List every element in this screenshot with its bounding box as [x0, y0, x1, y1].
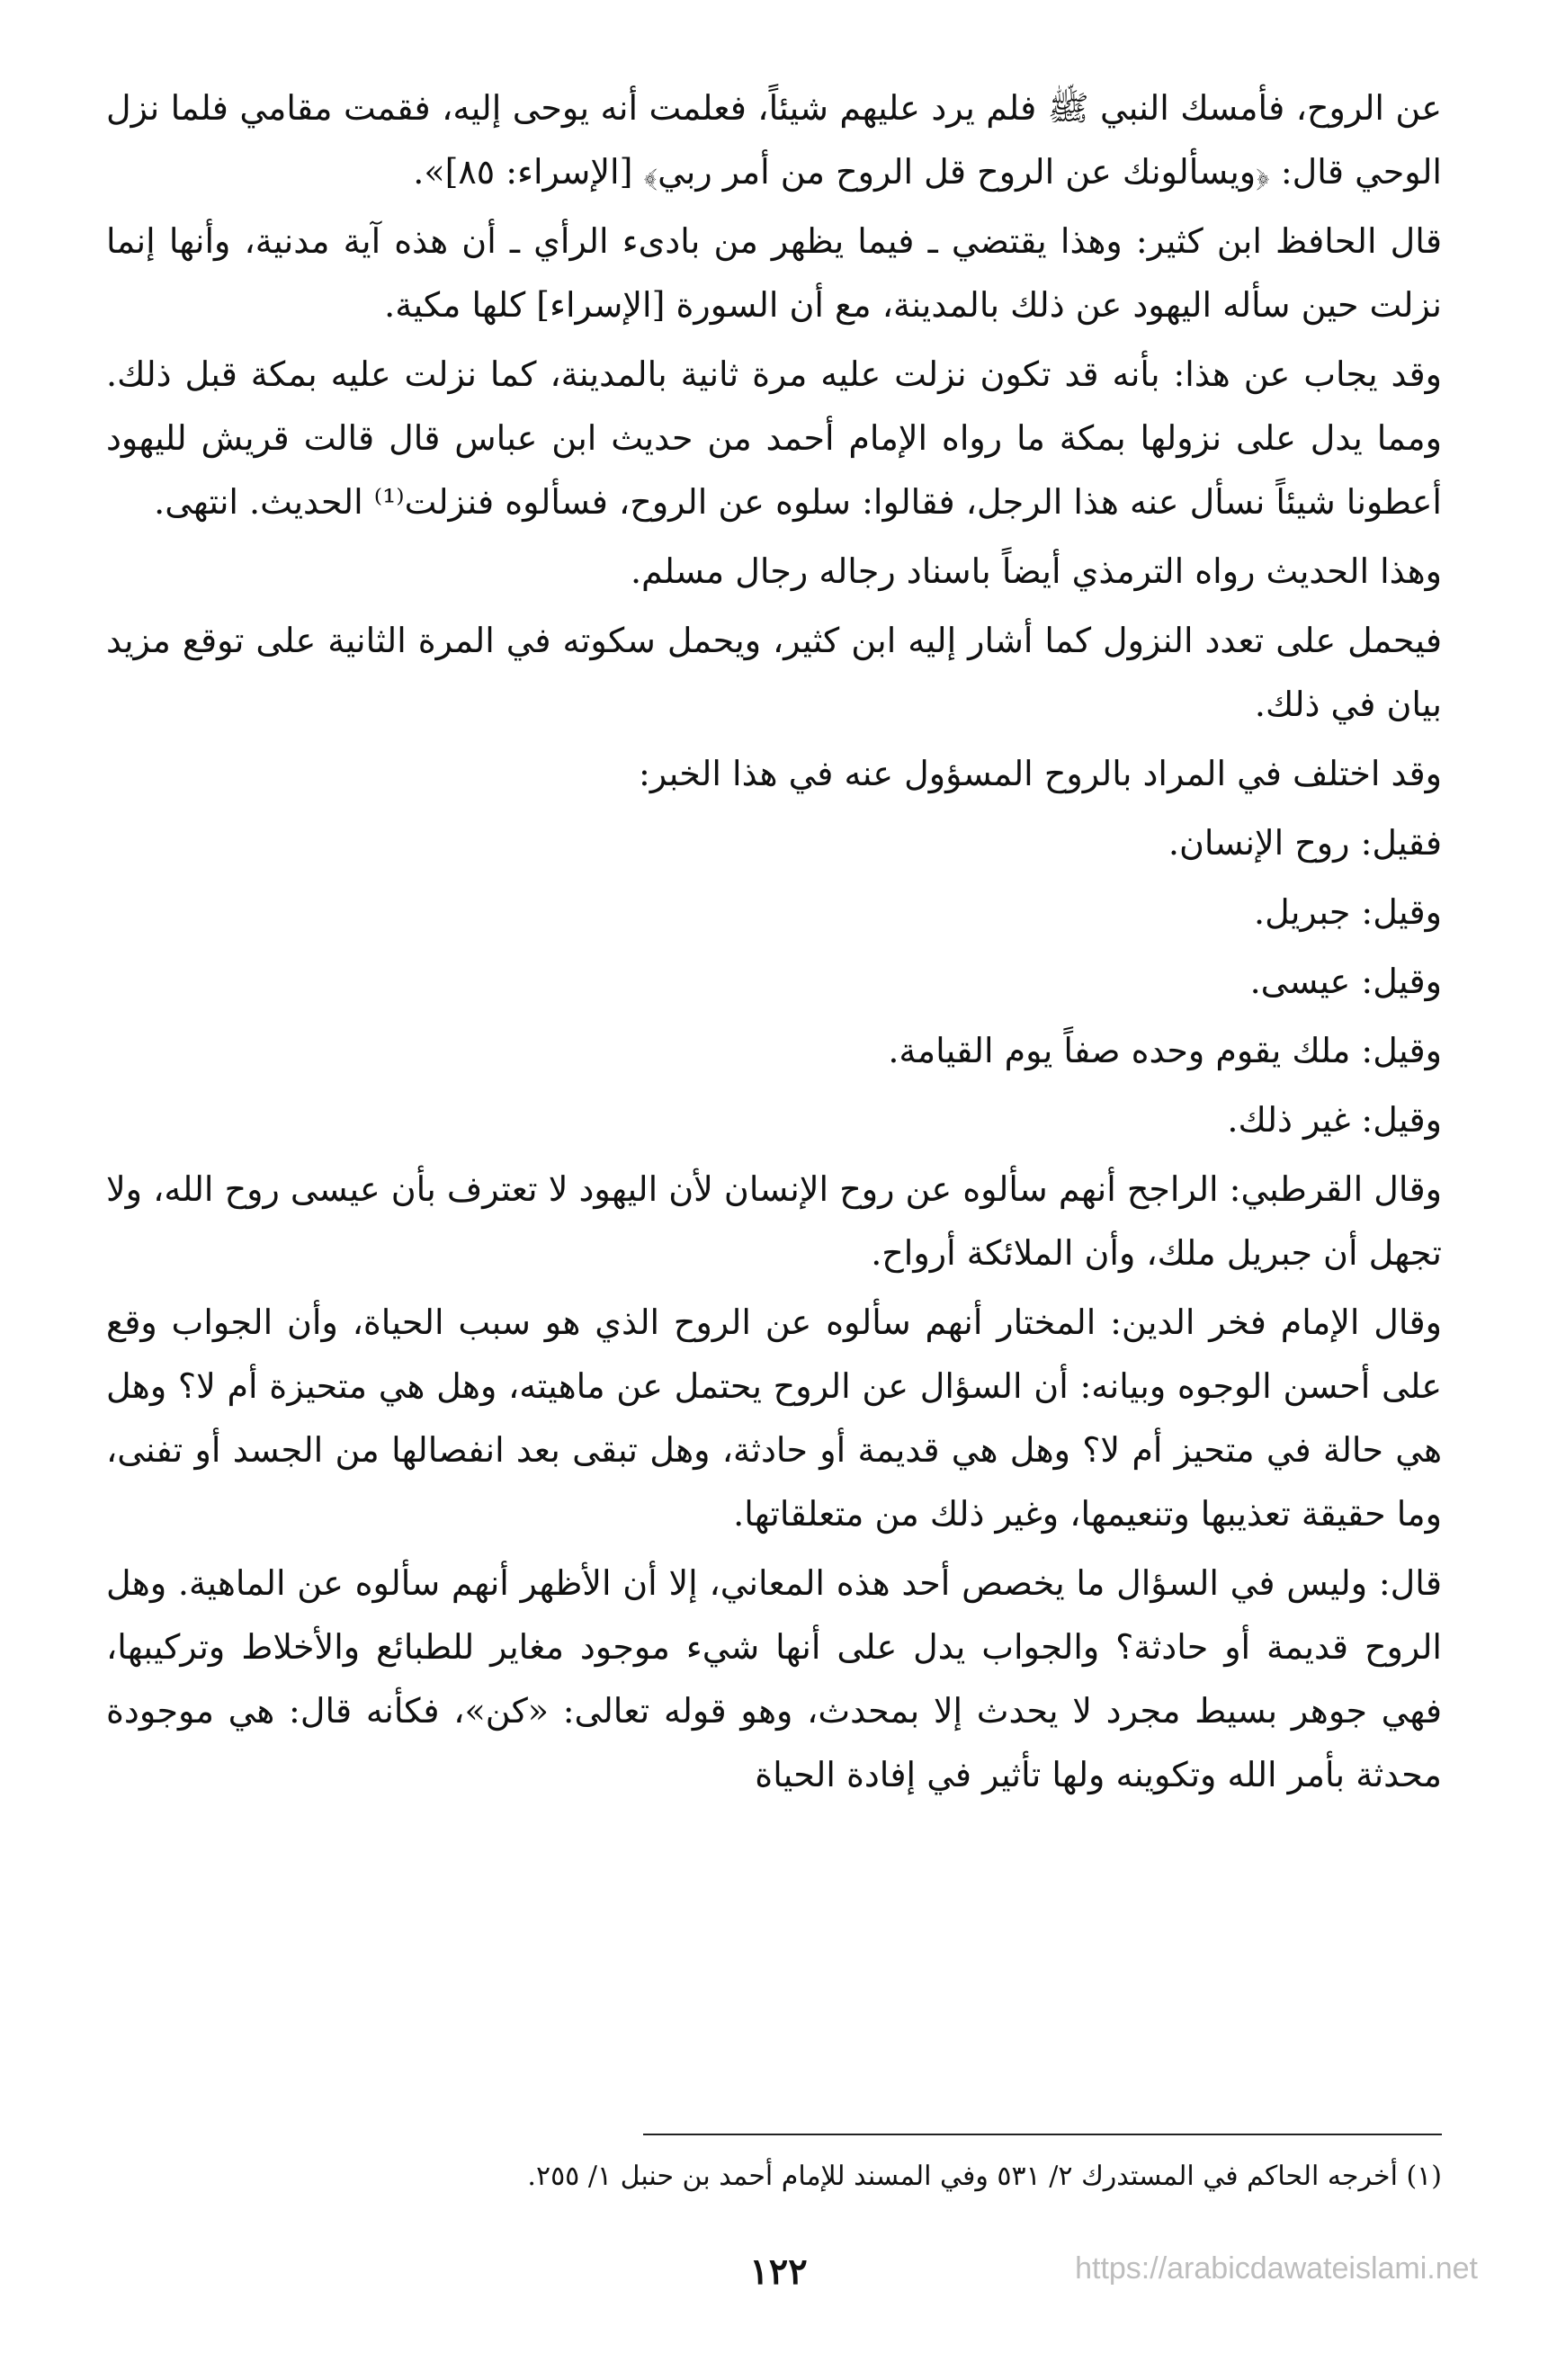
opinion-2: وقيل: جبريل. — [1254, 892, 1442, 932]
opinion-1: فقيل: روح الإنسان. — [1168, 823, 1442, 863]
page-number: ١٢٢ — [749, 2250, 808, 2293]
watermark-url: https://arabicdawateislami.net — [1075, 2251, 1478, 2286]
paragraph-5: فيحمل على تعدد النزول كما أشار إليه ابن كثير، ويحمل سكوته في المرة الثانية على توقع مزيد بيان في ذلك. — [106, 621, 1442, 724]
footnote-divider — [643, 2134, 1442, 2135]
paragraph-3: وقد يجاب عن هذا: بأنه قد تكون نزلت عليه مرة ثانية بالمدينة، كما نزلت عليه بمكة قبل ذلك. ومما يدل على نزولها بمكة ما رواه الإمام أحمد من حديث ابن عباس قال قالت قريش لليهود أعطونا شيئاً نسأل عنه هذا الرجل، فقالوا: سلوه عن الروح، فسألوه فنزلت⁽¹⁾ الحديث. انتهى. — [106, 354, 1442, 522]
opinion-4: وقيل: ملك يقوم وحده صفاً يوم القيامة. — [888, 1031, 1442, 1070]
paragraph-qurtubi: وقال القرطبي: الراجح أنهم سألوه عن روح الإنسان لأن اليهود لا تعترف بأن عيسى روح الله، ولا تجهل أن جبريل ملك، وأن الملائكة أرواح. — [106, 1169, 1442, 1273]
paragraph-1: عن الروح، فأمسك النبي ﷺ فلم يرد عليهم شيئاً، فعلمت أنه يوحى إليه، فقمت مقامي فلما نزل الوحي قال: ﴿ويسألونك عن الروح قل الروح من أمر ربي﴾ [الإسراء: ٨٥]». — [106, 88, 1442, 192]
opinion-3: وقيل: عيسى. — [1249, 962, 1442, 1001]
paragraph-6: وقد اختلف في المراد بالروح المسؤول عنه في هذا الخبر: — [639, 754, 1442, 793]
paragraph-2: قال الحافظ ابن كثير: وهذا يقتضي ـ فيما يظهر من بادىء الرأي ـ أن هذه آية مدنية، وأنها إنما نزلت حين سأله اليهود عن ذلك بالمدينة، مع أن السورة [الإسراء] كلها مكية. — [106, 221, 1443, 325]
opinion-5: وقيل: غير ذلك. — [1227, 1100, 1442, 1140]
paragraph-4: وهذا الحديث رواه الترمذي أيضاً باسناد رجاله رجال مسلم. — [630, 551, 1442, 591]
paragraph-final: قال: وليس في السؤال ما يخصص أحد هذه المعاني، إلا أن الأظهر أنهم سألوه عن الماهية. وهل الروح قديمة أو حادثة؟ والجواب يدل على أنها شيء موجود مغاير للطبائع والأخلاط وتركيبها، فهي جوهر بسيط مجرد لا يحدث إلا بمحدث، وهو قوله تعالى: «كن»، فكأنه قال: هي موجودة محدثة بأمر الله وتكوينه ولها تأثير في إفادة الحياة — [106, 1563, 1442, 1794]
page-body — [106, 76, 1442, 1812]
paragraph-fakhr-al-din: وقال الإمام فخر الدين: المختار أنهم سألوه عن الروح الذي هو سبب الحياة، وأن الجواب وقع على أحسن الوجوه وبيانه: أن السؤال عن الروح يحتمل عن ماهيته، وهل هي متحيزة أم لا؟ وهل هي حالة في متحيز أم لا؟ وهل هي قديمة أو حادثة، وهل تبقى بعد انفصالها من الجسد أو تفنى، وما حقيقة تعذيبها وتنعيمها، وغير ذلك من متعلقاتها. — [106, 1302, 1442, 1534]
footnote: (١) أخرجه الحاكم في المستدرك ٢/ ٥٣١ وفي المسند للإمام أحمد بن حنبل ١/ ٢٥٥. — [527, 2161, 1442, 2192]
